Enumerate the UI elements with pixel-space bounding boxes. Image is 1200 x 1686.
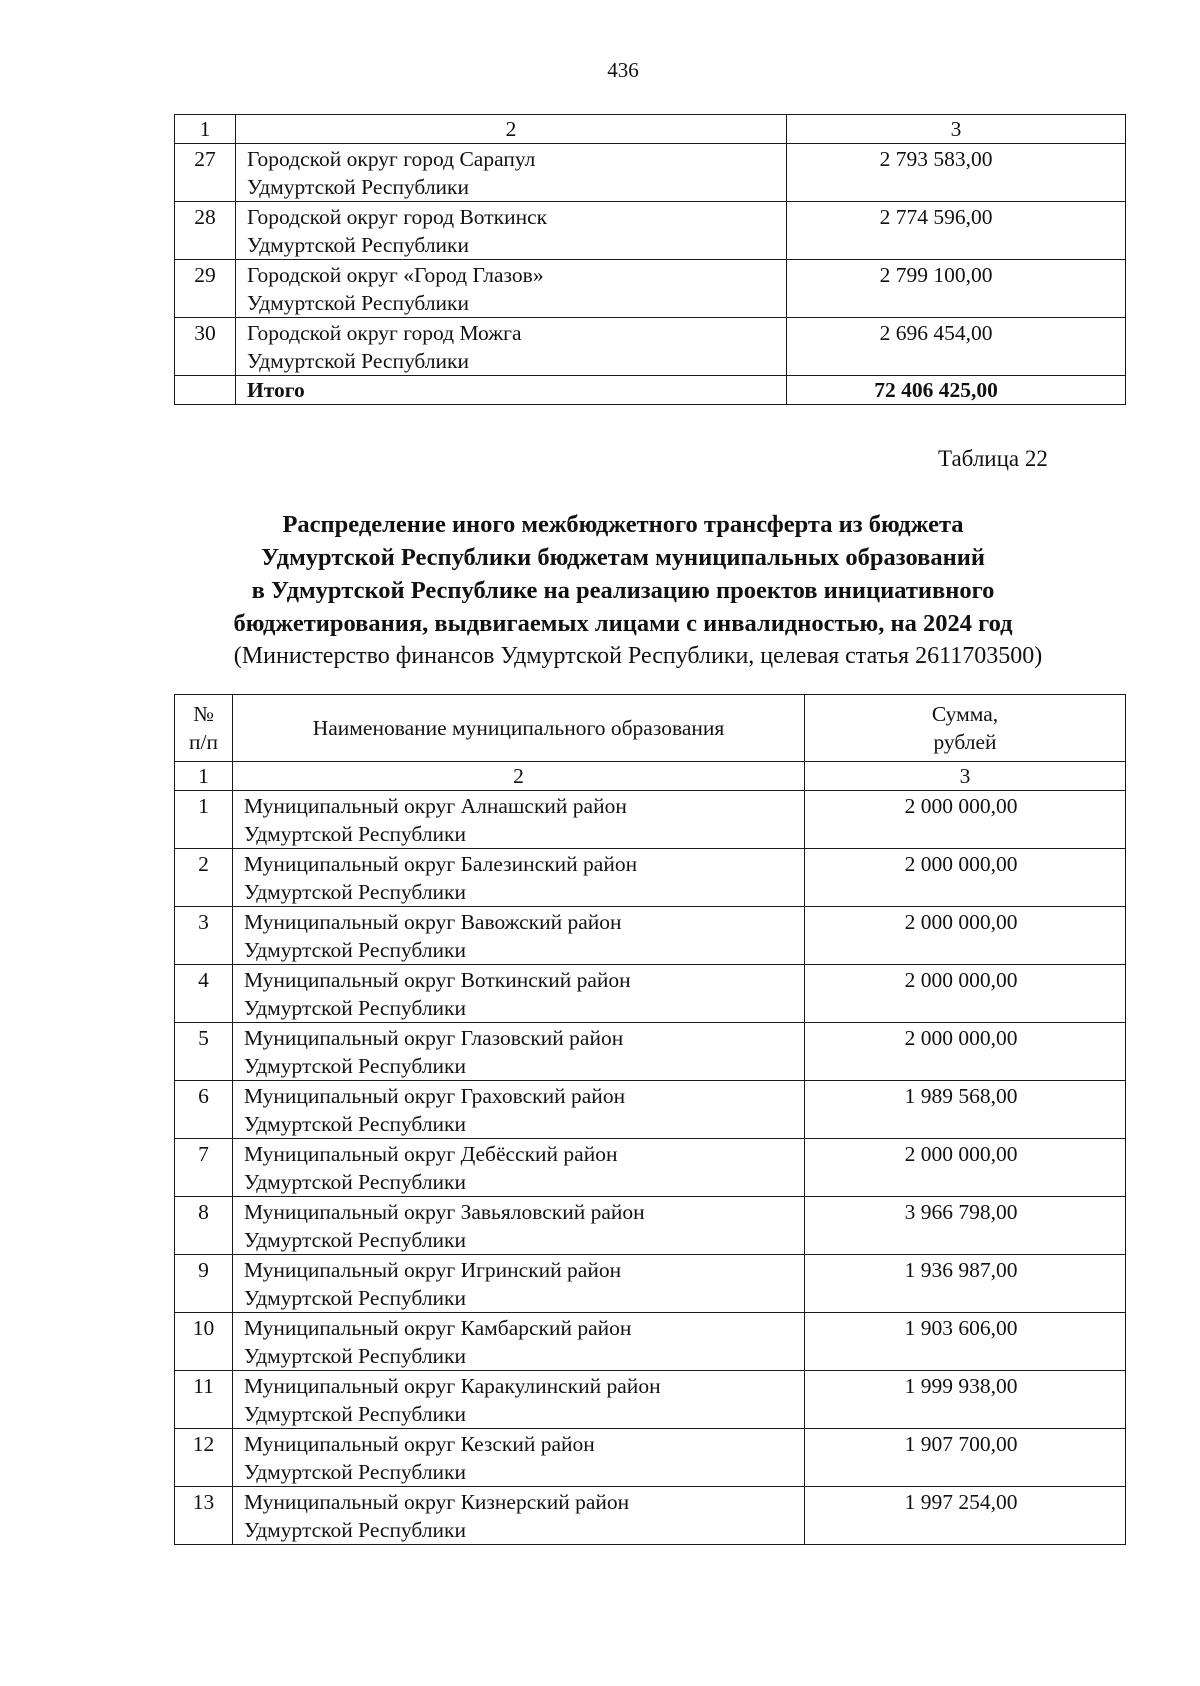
municipality-name [236, 144, 787, 202]
amount: 1 997 254,00 [805, 1487, 1126, 1545]
municipality-name [233, 1023, 805, 1081]
table-row [175, 144, 1126, 202]
name-line: Удмуртской Республики [244, 1402, 467, 1426]
name-line: Удмуртской Республики [247, 349, 470, 373]
row-number: 28 [175, 202, 236, 260]
col-number-1: 1 [175, 115, 236, 144]
name-line: Удмуртской Республики [244, 880, 467, 904]
column-number-row [175, 115, 1126, 144]
table-row [175, 202, 1126, 260]
name-line: Удмуртской Республики [247, 175, 470, 199]
subtitle-line: (Министерство финансов Удмуртской Республики, целевая статья 2611703500) [233, 643, 1043, 669]
name-line: Муниципальный округ Воткинский район [244, 968, 631, 992]
total-amount: 72 406 425,00 [787, 376, 1126, 405]
municipality-name [233, 907, 805, 965]
row-number: 6 [175, 1081, 233, 1139]
municipality-name [233, 965, 805, 1023]
name-line: Удмуртской Республики [244, 996, 467, 1020]
amount: 1 907 700,00 [805, 1429, 1126, 1487]
amount: 1 989 568,00 [805, 1081, 1126, 1139]
header-text: рублей [933, 730, 997, 754]
row-number: 4 [175, 965, 233, 1023]
name-line: Удмуртской Республики [244, 1460, 467, 1484]
name-line: Удмуртской Республики [247, 291, 470, 315]
amount: 2 793 583,00 [787, 144, 1126, 202]
name-line: Удмуртской Республики [244, 1344, 467, 1368]
col-number-1: 1 [175, 762, 233, 791]
header-text: Сумма, [931, 702, 999, 726]
row-number: 29 [175, 260, 236, 318]
table-label: Таблица 22 [938, 446, 1048, 471]
name-line: Муниципальный округ Кизнерский район [244, 1490, 630, 1514]
table-row [175, 1197, 1126, 1255]
header-sum [805, 695, 1126, 762]
table-title [150, 508, 1096, 640]
municipality-name [233, 1429, 805, 1487]
row-number: 13 [175, 1487, 233, 1545]
name-line: Удмуртской Республики [244, 1112, 467, 1136]
amount: 2 000 000,00 [805, 907, 1126, 965]
name-line: Муниципальный округ Камбарский район [244, 1316, 632, 1340]
row-number: 11 [175, 1371, 233, 1429]
name-line: Удмуртской Республики [244, 1228, 467, 1252]
name-line: Муниципальный округ Завьяловский район [244, 1200, 645, 1224]
municipality-name [233, 1197, 805, 1255]
row-number: 8 [175, 1197, 233, 1255]
empty-cell [175, 376, 236, 405]
row-number: 12 [175, 1429, 233, 1487]
row-number: 10 [175, 1313, 233, 1371]
table-row [175, 1487, 1126, 1545]
amount: 2 000 000,00 [805, 965, 1126, 1023]
header-row [175, 695, 1126, 762]
name-line: Муниципальный округ Глазовский район [244, 1026, 624, 1050]
amount: 2 000 000,00 [805, 1139, 1126, 1197]
name-line: Удмуртской Республики [247, 233, 470, 257]
amount: 1 936 987,00 [805, 1255, 1126, 1313]
name-line: Муниципальный округ Граховский район [244, 1084, 626, 1108]
name-line: Удмуртской Республики [244, 1286, 467, 1310]
distribution-table [174, 694, 1126, 1545]
municipality-name [233, 1139, 805, 1197]
municipality-name [236, 260, 787, 318]
amount: 2 000 000,00 [805, 849, 1126, 907]
amount: 2 774 596,00 [787, 202, 1126, 260]
title-line: бюджетирования, выдвигаемых лицами с инвалидностью, на 2024 год [233, 610, 1013, 637]
name-line: Удмуртской Республики [244, 1054, 467, 1078]
amount: 1 903 606,00 [805, 1313, 1126, 1371]
municipality-name [233, 791, 805, 849]
name-line: Удмуртской Республики [244, 822, 467, 846]
municipality-name [236, 202, 787, 260]
table-row [175, 849, 1126, 907]
name-line: Муниципальный округ Каракулинский район [244, 1374, 661, 1398]
amount: 2 799 100,00 [787, 260, 1126, 318]
municipality-name [233, 849, 805, 907]
municipality-name [233, 1371, 805, 1429]
name-line: Удмуртской Республики [244, 1170, 467, 1194]
row-number: 27 [175, 144, 236, 202]
table-body [175, 791, 1126, 1545]
amount: 2 000 000,00 [805, 791, 1126, 849]
amount: 2 696 454,00 [787, 318, 1126, 376]
table-row [175, 1313, 1126, 1371]
name-line: Городской округ город Сарапул [247, 147, 536, 171]
row-number: 2 [175, 849, 233, 907]
page-number: 436 [607, 58, 639, 82]
table-row [175, 1139, 1126, 1197]
table-row [175, 907, 1126, 965]
table-subtitle [150, 640, 1126, 673]
previous-table-continuation [174, 114, 1126, 405]
municipality-name [233, 1313, 805, 1371]
name-line: Городской округ город Воткинск [247, 205, 548, 229]
header-text: п/п [189, 730, 218, 754]
table-row [175, 1371, 1126, 1429]
row-number: 1 [175, 791, 233, 849]
amount: 2 000 000,00 [805, 1023, 1126, 1081]
name-line: Муниципальный округ Алнашский район [244, 794, 627, 818]
header-name: Наименование муниципального образования [233, 695, 805, 762]
header-text: № [193, 702, 214, 726]
row-number: 9 [175, 1255, 233, 1313]
table-row [175, 1023, 1126, 1081]
amount: 3 966 798,00 [805, 1197, 1126, 1255]
col-number-2: 2 [236, 115, 787, 144]
name-line: Городской округ город Можга [247, 321, 522, 345]
table-row [175, 1255, 1126, 1313]
name-line: Муниципальный округ Игринский район [244, 1258, 622, 1282]
name-line: Муниципальный округ Дебёсский район [244, 1142, 618, 1166]
title-line: в Удмуртской Республике на реализацию проектов инициативного [251, 577, 995, 604]
row-number: 7 [175, 1139, 233, 1197]
name-line: Муниципальный округ Балезинский район [244, 852, 638, 876]
table-row [175, 791, 1126, 849]
total-row [175, 376, 1126, 405]
row-number: 5 [175, 1023, 233, 1081]
table-row [175, 1081, 1126, 1139]
header-number [175, 695, 233, 762]
name-line: Муниципальный округ Вавожский район [244, 910, 622, 934]
name-line: Удмуртской Республики [244, 1518, 467, 1542]
amount: 1 999 938,00 [805, 1371, 1126, 1429]
total-label: Итого [236, 376, 787, 405]
col-number-3: 3 [805, 762, 1126, 791]
name-line: Городской округ «Город Глазов» [247, 263, 544, 287]
name-line: Удмуртской Республики [244, 938, 467, 962]
col-number-3: 3 [787, 115, 1126, 144]
column-number-row [175, 762, 1126, 791]
row-number: 30 [175, 318, 236, 376]
title-line: Удмуртской Республики бюджетам муниципальных образований [261, 544, 985, 571]
table-row [175, 260, 1126, 318]
table-row [175, 1429, 1126, 1487]
title-line: Распределение иного межбюджетного трансферта из бюджета [282, 511, 964, 538]
row-number: 3 [175, 907, 233, 965]
table-row [175, 965, 1126, 1023]
col-number-2: 2 [233, 762, 805, 791]
municipality-name [236, 318, 787, 376]
municipality-name [233, 1487, 805, 1545]
table-row [175, 318, 1126, 376]
municipality-name [233, 1255, 805, 1313]
name-line: Муниципальный округ Кезский район [244, 1432, 595, 1456]
municipality-name [233, 1081, 805, 1139]
